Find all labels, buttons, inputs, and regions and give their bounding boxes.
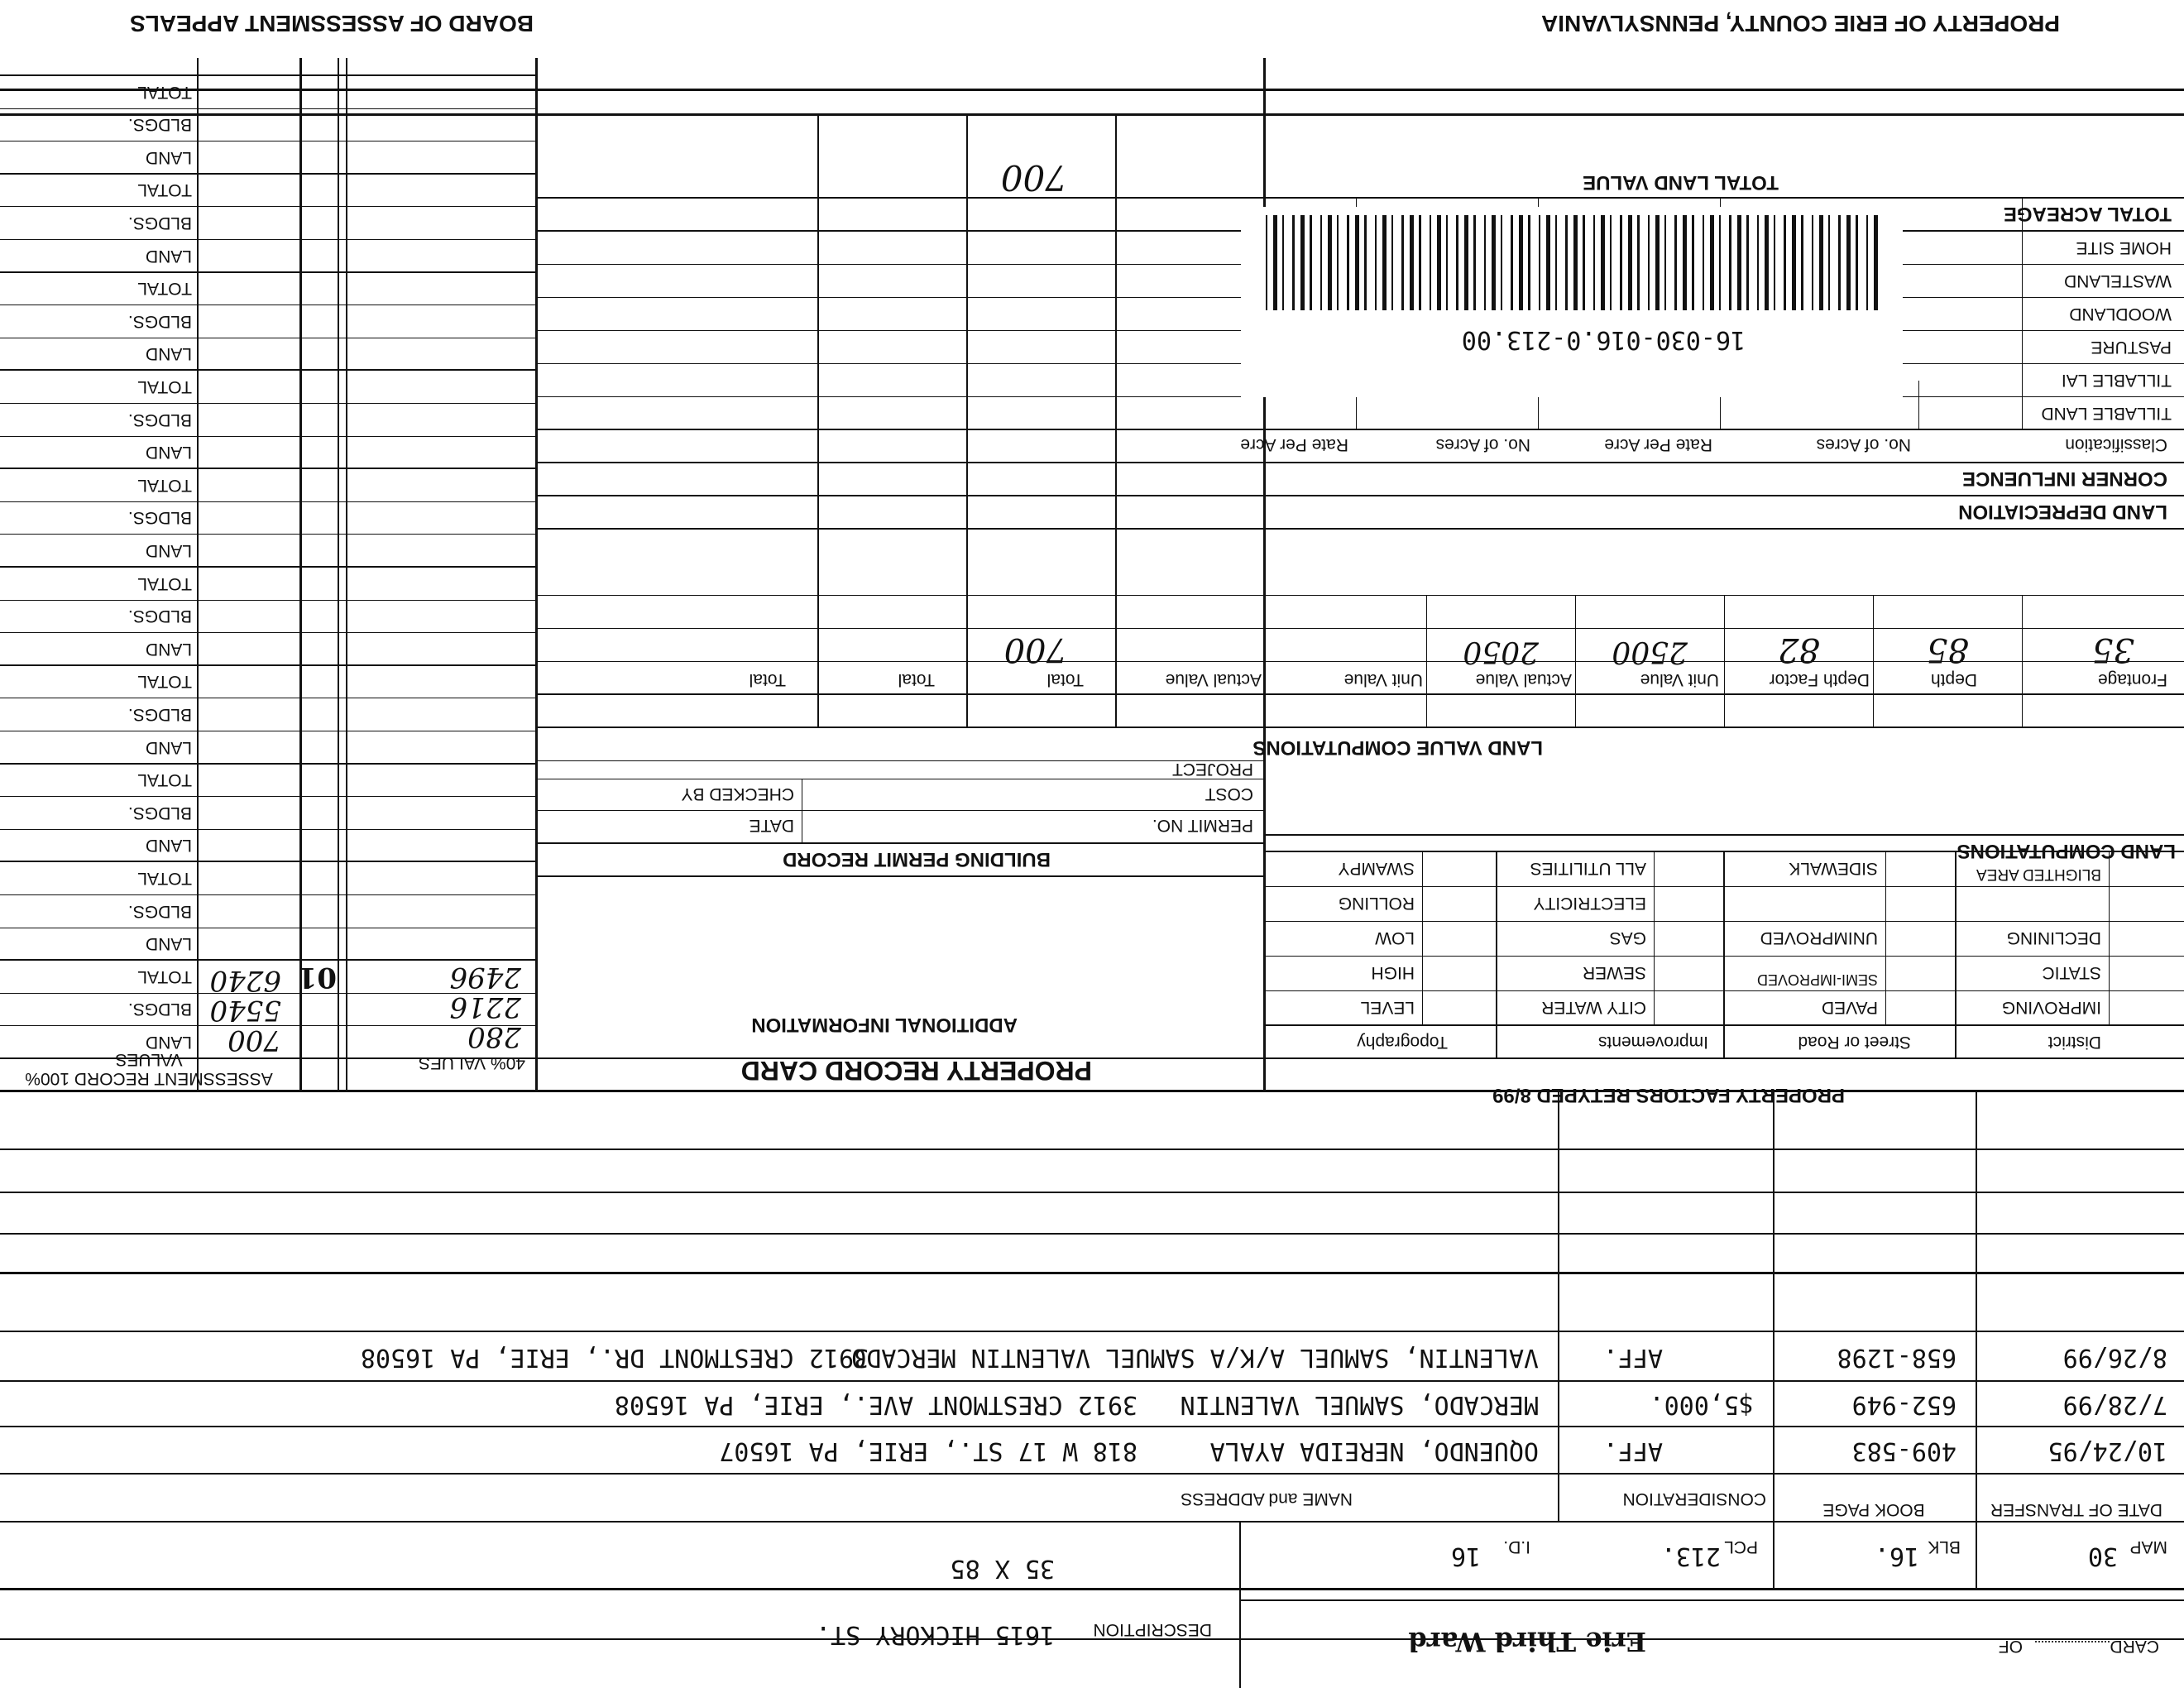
col-depth-factor: Depth Factor (1769, 670, 1870, 689)
line (1773, 1092, 1774, 1274)
barcode-bar (1703, 215, 1704, 310)
col-depth: Depth (1930, 670, 1977, 689)
map-label: MAP (2129, 1537, 2167, 1556)
barcode-bar (1464, 215, 1468, 310)
impr-gas: GAS (1609, 928, 1646, 947)
barcode-bar (1757, 215, 1759, 310)
total-100-value: 6240 (209, 964, 281, 997)
line (1496, 852, 1497, 1059)
assessment-row-line (0, 534, 538, 535)
barcode-bar (1273, 215, 1277, 310)
barcode-bar (1484, 215, 1486, 310)
barcode-bar (1347, 215, 1349, 310)
col-total-2: Total (898, 670, 935, 689)
impr-electricity: ELECTRICITY (1533, 894, 1646, 913)
barcode-bar (1628, 215, 1632, 310)
land-computations-label: LAND COMPUTATIONS (1956, 840, 2176, 862)
line (538, 495, 2184, 496)
line (2022, 199, 2023, 430)
barcode-bar (1266, 215, 1267, 310)
barcode-bar (1774, 215, 1775, 310)
hundred-header: ASSESSMENT RECORD 100% VALUES (25, 1049, 273, 1088)
assessment-row-line (0, 108, 538, 109)
assessment-row-line (0, 829, 538, 830)
line (535, 58, 538, 1092)
barcode-bar (1593, 215, 1595, 310)
line (1976, 1274, 1977, 1523)
assessment-row-line (0, 600, 538, 601)
land-value-computations-label: LAND VALUE COMPUTATIONS (1252, 736, 1543, 759)
transfer-date: 7/28/99 (2062, 1390, 2167, 1419)
line (538, 810, 1266, 811)
line (0, 1331, 2184, 1332)
line (1422, 852, 1423, 1026)
assessment-row-line (0, 566, 538, 568)
assessment-row-label: BLDGS. (127, 705, 192, 724)
bldgs-100-value: 5540 (209, 994, 281, 1027)
line (1955, 852, 1956, 1059)
barcode-bar (1292, 215, 1295, 310)
barcode-bar (1501, 215, 1502, 310)
barcode-bar (1375, 215, 1377, 310)
barcode-bar (1648, 215, 1650, 310)
acres-header-1: No. of Acres (1816, 435, 1911, 454)
assessment-row-line (0, 403, 538, 404)
line (0, 89, 2184, 91)
top-divider (1239, 1523, 1241, 1688)
impr-sewer: SEWER (1582, 963, 1646, 982)
assessment-row-label: LAND (145, 148, 192, 167)
barcode-bar (1637, 215, 1640, 310)
line (2109, 852, 2110, 1026)
line (538, 693, 2184, 695)
topo-high: HIGH (1371, 963, 1415, 982)
line (1266, 921, 2184, 922)
assessment-row-line (0, 74, 538, 76)
barcode-bar (1710, 215, 1714, 310)
assessment-row-line (0, 861, 538, 862)
blk-label: BLK (1928, 1537, 1961, 1556)
barcode-bar (1473, 215, 1476, 310)
barcode-bar (1382, 215, 1387, 310)
col-unit-value: Unit Value (1640, 670, 1719, 689)
map-value: 30 (2087, 1542, 2118, 1571)
barcode-bar (1620, 215, 1622, 310)
barcode-bar (1746, 215, 1749, 310)
line (0, 1473, 2184, 1475)
barcode-bar (1519, 215, 1523, 310)
land-depreciation-label: LAND DEPRECIATION (1958, 501, 2167, 523)
line (1724, 596, 1725, 728)
line (2022, 596, 2023, 728)
assessment-row-line (0, 632, 538, 633)
transfer-address: 818 W 17 ST., ERIE, PA 16507 (719, 1436, 1138, 1465)
barcode-bar (1337, 215, 1339, 310)
col-total-3: Total (749, 670, 786, 689)
line (1266, 956, 2184, 957)
transfer-date: 10/24/95 (2048, 1436, 2167, 1465)
line (538, 760, 1266, 761)
line (538, 842, 1266, 844)
project-label: PROJECT (1171, 760, 1253, 779)
line (0, 1233, 2184, 1235)
bldgs-40-value: 2216 (449, 990, 521, 1024)
barcode-bar (1364, 215, 1367, 310)
line (0, 113, 2184, 116)
description-value: 1615 HICKORY ST. (816, 1620, 1055, 1649)
transfer-name: VALENTIN, SAMUEL A/K/A SAMUEL VALENTIN MERCADO (851, 1343, 1539, 1372)
assessment-row-line (0, 436, 538, 437)
line (1773, 1274, 1774, 1523)
impr-city-water: CITY WATER (1541, 998, 1646, 1017)
barcode-label (1241, 207, 1903, 397)
line (0, 1090, 2184, 1092)
total-acreage-label: TOTAL ACREAGE (2003, 203, 2172, 225)
assessment-row-label: LAND (145, 640, 192, 659)
col-unit-value-2: Unit Value (1343, 670, 1423, 689)
barcode-bar (1573, 215, 1578, 310)
assessment-row-label: LAND (145, 1033, 192, 1052)
barcode-bar (1683, 215, 1687, 310)
line (538, 462, 2184, 463)
street-paved: PAVED (1821, 998, 1878, 1017)
transfer-consideration: AFF. (1602, 1343, 1663, 1372)
assessment-row-label: TOTAL (137, 967, 192, 986)
permit-cost-label: COST (1205, 784, 1253, 803)
assessment-row-label: BLDGS. (127, 803, 192, 822)
assessment-row-label: BLDGS. (127, 312, 192, 331)
line (538, 628, 2184, 629)
assessment-row-label: TOTAL (137, 180, 192, 199)
line (0, 1272, 2184, 1274)
id-value: 16 (1450, 1542, 1481, 1571)
th-book: BOOK PAGE (1822, 1500, 1925, 1519)
line (538, 875, 1266, 877)
line (1266, 1024, 2184, 1026)
assessment-row-label: TOTAL (137, 83, 192, 102)
street-unimproved: UNIMPROVED (1760, 928, 1878, 947)
line (1575, 596, 1576, 728)
line (0, 1426, 2184, 1427)
barcode (1241, 211, 1903, 310)
line (1266, 834, 2184, 836)
record-card-title: PROPERTY RECORD CARD (740, 1056, 1092, 1086)
id-label: I.D. (1503, 1537, 1530, 1556)
forty-header: 40% VALUES (418, 1053, 525, 1072)
barcode-bar (1765, 215, 1769, 310)
line (299, 58, 302, 1092)
rate-header-1: Rate Per Acre (1604, 435, 1712, 454)
card-label: CARD (2110, 1637, 2159, 1656)
assessment-row-label: BLDGS. (127, 902, 192, 921)
barcode-bar (1801, 215, 1803, 310)
barcode-bar (1583, 215, 1585, 310)
board-header: BOARD OF ASSESSMENT APPEALS (130, 11, 534, 36)
assessment-row-label: TOTAL (137, 574, 192, 593)
line (1918, 381, 1919, 430)
assessment-row-line (0, 239, 538, 240)
assessment-row-label: LAND (145, 443, 192, 462)
transfer-book: 652-949 (1851, 1390, 1956, 1419)
barcode-bar (1792, 215, 1796, 310)
assessment-row-label: TOTAL (137, 476, 192, 495)
permit-date-label: DATE (749, 816, 794, 835)
barcode-bar (1355, 215, 1359, 310)
county-header: PROPERTY OF ERIE COUNTY, PENNSYLVANIA (1541, 11, 2060, 36)
barcode-bar (1838, 215, 1841, 310)
barcode-bar (1846, 215, 1851, 310)
th-date: DATE OF TRANSFER (1990, 1500, 2163, 1519)
line (1115, 116, 1117, 728)
assessment-row-label: TOTAL (137, 279, 192, 298)
line (1426, 596, 1427, 728)
barcode-bar (1610, 215, 1612, 310)
assessment-row-label: LAND (145, 836, 192, 855)
class-wasteland: WASTELAND (2064, 271, 2172, 290)
corner-influence-label: CORNER INFLUENCE (1961, 468, 2167, 490)
barcode-bar (1828, 215, 1830, 310)
assessment-row-label: BLDGS. (127, 508, 192, 527)
assessment-row-label: TOTAL (137, 377, 192, 396)
assessment-row-line (0, 468, 538, 469)
additional-info-label: ADDITIONAL INFORMATION (751, 1014, 1018, 1036)
assessment-row-line (0, 664, 538, 666)
th-street: Street or Road (1798, 1033, 1911, 1052)
assessment-row-label: LAND (145, 541, 192, 560)
line (1773, 1523, 1774, 1590)
barcode-bar (1282, 215, 1284, 310)
barcode-bar (1300, 215, 1305, 310)
class-home-site: HOME SITE (2076, 238, 2172, 257)
line (538, 197, 2184, 199)
topo-low: LOW (1375, 928, 1415, 947)
line (1241, 1599, 2184, 1601)
actual-value: 2050 (1463, 635, 1539, 669)
line (538, 595, 2184, 596)
topo-rolling: ROLLING (1338, 894, 1415, 913)
total-40-value: 2496 (449, 961, 521, 994)
barcode-bar (1565, 215, 1568, 310)
line (966, 116, 968, 728)
barcode-bar (1446, 215, 1448, 310)
barcode-bar (1601, 215, 1605, 310)
topo-level: LEVEL (1360, 998, 1415, 1017)
assessment-row-label: LAND (145, 247, 192, 266)
barcode-bar (1539, 215, 1540, 310)
line (0, 1149, 2184, 1150)
barcode-bar (1819, 215, 1823, 310)
barcode-bar (1674, 215, 1677, 310)
district-declining: DECLINING (2006, 928, 2101, 947)
barcode-bar (1664, 215, 1666, 310)
barcode-bar (1655, 215, 1660, 310)
barcode-bar (1456, 215, 1458, 310)
line (1654, 852, 1655, 1026)
col-total-1: Total (1046, 670, 1084, 689)
description-label: DESCRIPTION (1093, 1620, 1212, 1639)
line (0, 1638, 2184, 1640)
th-name: NAME and ADDRESS (1181, 1489, 1353, 1508)
transfer-book: 409-583 (1851, 1436, 1956, 1465)
line (1885, 852, 1886, 1026)
assessment-row-label: BLDGS. (127, 1000, 192, 1019)
line (817, 116, 819, 728)
barcode-bar (1430, 215, 1431, 310)
barcode-bar (1310, 215, 1312, 310)
line (538, 727, 2184, 728)
barcode-bar (1320, 215, 1322, 310)
transfer-name: MERCADO, SAMUEL VALENTIN (1180, 1390, 1539, 1419)
topo-swampy: SWAMPY (1338, 859, 1415, 878)
assessment-row-line (0, 271, 538, 273)
assessment-row-line (0, 173, 538, 175)
line (1723, 852, 1725, 1059)
district-blighted-area: BLIGHTED AREA (1976, 866, 2101, 883)
line (1873, 596, 1874, 728)
class-tillable-land: TILLABLE LAND (2041, 404, 2172, 423)
barcode-bar (1737, 215, 1741, 310)
barcode-bar (1729, 215, 1731, 310)
line (1976, 1523, 1977, 1590)
barcode-bar (1528, 215, 1530, 310)
land-40-value: 280 (467, 1020, 521, 1053)
total-land-value-label: TOTAL LAND VALUE (1583, 171, 1779, 194)
blk-value: 16. (1874, 1542, 1919, 1571)
line (0, 1380, 2184, 1382)
lot-dimensions: 35 X 85 (950, 1554, 1055, 1583)
line (1266, 990, 2184, 991)
barcode-bar (1391, 215, 1393, 310)
depth-value: 85 (1927, 631, 1969, 669)
barcode-bar (1546, 215, 1550, 310)
assessment-row-label: BLDGS. (127, 115, 192, 134)
assessment-row-label: TOTAL (137, 869, 192, 888)
pcl-value: 213. (1660, 1542, 1721, 1571)
line (0, 1192, 2184, 1193)
barcode-bar (1874, 215, 1878, 310)
rate-header-2: Rate Per Acre (1240, 435, 1348, 454)
col-actual-value-2: Actual Value (1165, 670, 1262, 689)
barcode-bar (1812, 215, 1813, 310)
line (1266, 886, 2184, 887)
land-100-value: 700 (228, 1024, 281, 1057)
district-static: STATIC (2042, 963, 2101, 982)
line (1558, 1274, 1559, 1523)
assessment-row-label: TOTAL (137, 770, 192, 789)
class-woodland: WOODLAND (2069, 305, 2172, 324)
class-header: Classification (2065, 435, 2167, 454)
barcode-bar (1401, 215, 1404, 310)
line (1976, 1092, 1977, 1274)
line (538, 528, 2184, 530)
assessment-year: 01 (297, 961, 337, 994)
permit-title: BUILDING PERMIT RECORD (783, 848, 1051, 870)
line (1558, 1092, 1559, 1274)
card-dots (2035, 1641, 2110, 1642)
transfer-name: OQUENDO, NEREIDA AYALA (1209, 1436, 1539, 1465)
frontage-value: 35 (2092, 631, 2134, 669)
th-consideration: CONSIDERATION (1622, 1489, 1766, 1508)
assessment-row-line (0, 894, 538, 895)
th-topography: Topography (1357, 1033, 1448, 1052)
class-tillable-lai: TILLABLE LAI (2061, 371, 2172, 390)
barcode-bar (1511, 215, 1513, 310)
line (538, 429, 2184, 430)
depth-factor-value: 82 (1778, 631, 1820, 669)
assessment-row-label: LAND (145, 934, 192, 953)
barcode-bar (1492, 215, 1496, 310)
barcode-bar (1437, 215, 1441, 310)
unit-value: 2500 (1612, 635, 1688, 669)
street-semi-improved: SEMI-IMPROVED (1756, 971, 1878, 988)
land-total: 700 (1003, 631, 1067, 669)
of-label: OF (1998, 1637, 2023, 1656)
barcode-bar (1692, 215, 1694, 310)
barcode-bar (1328, 215, 1332, 310)
transfer-book: 658-1298 (1837, 1343, 1956, 1372)
district-improving: IMPROVING (2001, 998, 2101, 1017)
street-sidewalk: SIDEWALK (1789, 859, 1878, 878)
impr-all-utilities: ALL UTILITIES (1530, 859, 1646, 878)
barcode-bar (1410, 215, 1414, 310)
pcl-label: PCL (1724, 1537, 1758, 1556)
assessment-row-label: LAND (145, 738, 192, 757)
barcode-bar (1856, 215, 1858, 310)
transfer-date: 8/26/99 (2062, 1343, 2167, 1372)
total-land-value-amount: 700 (1000, 157, 1067, 198)
acres-header-2: No. of Acres (1435, 435, 1530, 454)
assessment-row-line (0, 501, 538, 502)
transfer-consideration: $5,000. (1649, 1390, 1754, 1419)
transfer-consideration: AFF. (1602, 1436, 1663, 1465)
assessment-row-line (0, 763, 538, 765)
assessment-row-label: BLDGS. (127, 410, 192, 429)
line (0, 1521, 2184, 1523)
assessment-row-label: LAND (145, 344, 192, 363)
transfer-address: 3912 CRESTMONT DR., ERIE, PA 16508 (360, 1343, 869, 1372)
assessment-row-line (0, 1057, 538, 1059)
assessment-row-label: TOTAL (137, 672, 192, 691)
line (346, 58, 347, 1092)
line (197, 58, 199, 1092)
barcode-bar (1784, 215, 1786, 310)
barcode-bar (1719, 215, 1721, 310)
checked-by-label: CHECKED BY (681, 784, 794, 803)
class-pasture: PASTURE (2091, 338, 2172, 357)
th-district: District (2048, 1033, 2101, 1052)
ward-name: Erie Third Ward (1408, 1626, 1646, 1657)
col-actual-value: Actual Value (1475, 670, 1572, 689)
assessment-row-line (0, 369, 538, 371)
col-frontage: Frontage (2097, 670, 2167, 689)
barcode-bar (1866, 215, 1868, 310)
line (0, 1588, 2184, 1590)
transfer-address: 3912 CRESTMONT AVE., ERIE, PA 16508 (614, 1390, 1138, 1419)
barcode-bar (1555, 215, 1557, 310)
assessment-row-label: BLDGS. (127, 607, 192, 626)
permit-no-label: PERMIT NO. (1152, 816, 1253, 835)
line (338, 58, 339, 1092)
assessment-row-line (0, 796, 538, 797)
barcode-bar (1419, 215, 1421, 310)
factors-title: PROPERTY FACTORS RETYPED 8/99 (1492, 1084, 1845, 1106)
assessment-row-line (0, 206, 538, 207)
barcode-number: 16-030-016.0-213.00 (1461, 325, 1746, 354)
th-improvements: Improvements (1597, 1033, 1708, 1052)
assessment-row-label: BLDGS. (127, 213, 192, 233)
